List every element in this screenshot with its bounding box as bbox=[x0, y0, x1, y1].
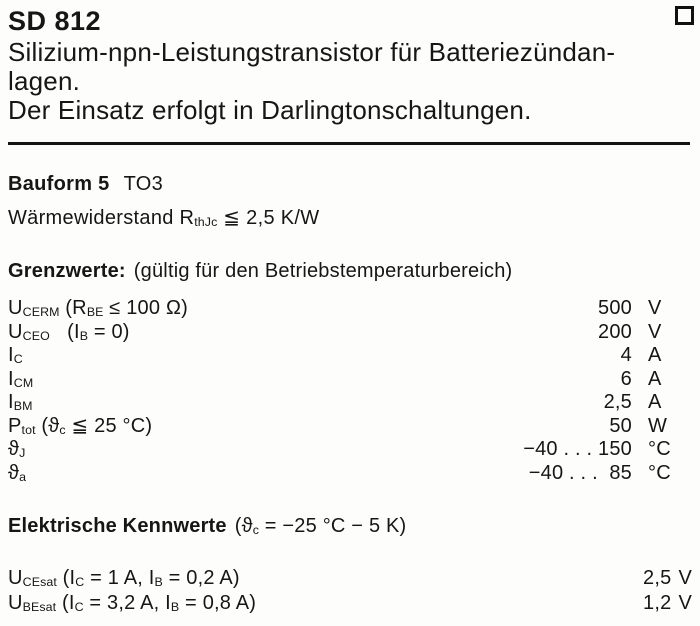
electrical-heading bbox=[8, 515, 694, 538]
spec-unit: V bbox=[678, 591, 692, 614]
spec-value: −40 . . . 150 bbox=[523, 438, 632, 460]
subscript: c bbox=[252, 523, 260, 538]
subscript: CEsat bbox=[22, 575, 57, 590]
subscript: B bbox=[170, 599, 180, 614]
text-segment: I bbox=[8, 344, 14, 366]
spec-value: −40 . . . 85 bbox=[528, 461, 632, 484]
table-row bbox=[8, 297, 694, 321]
text-segment: ϑ bbox=[8, 438, 20, 460]
spec-value: 2,5 bbox=[603, 391, 632, 413]
subscript: BM bbox=[13, 399, 33, 414]
text-segment: = 3,2 A, I bbox=[83, 591, 171, 614]
horizontal-rule bbox=[8, 142, 690, 145]
spec-unit: A bbox=[648, 344, 662, 366]
limits-heading-note: (gültig für den Betriebstemperaturbereich) bbox=[133, 260, 513, 282]
table-row bbox=[8, 591, 694, 616]
text-segment: (ϑ bbox=[234, 515, 253, 537]
spec-value: 6 bbox=[620, 367, 632, 390]
spec-value: 200 bbox=[598, 320, 632, 343]
table-row bbox=[8, 321, 694, 345]
spec-unit: V bbox=[648, 297, 662, 319]
description-line: Silizium-npn-Leistungstransistor für Batteriezündan- bbox=[8, 37, 616, 67]
spec-value: 2,5 bbox=[643, 567, 672, 589]
spec-symbol bbox=[8, 462, 502, 486]
subscript: c bbox=[59, 422, 66, 437]
subscript: C bbox=[13, 352, 23, 367]
spec-unit: W bbox=[648, 414, 668, 437]
electrical-heading-label: Elektrische Kennwerte bbox=[8, 515, 227, 537]
table-row bbox=[8, 391, 694, 415]
spec-symbol bbox=[8, 344, 502, 368]
subscript: BE bbox=[86, 305, 104, 320]
text-segment: (I bbox=[49, 320, 80, 343]
text-segment: ≦ 25 °C) bbox=[65, 414, 153, 437]
text-segment: P bbox=[8, 414, 22, 437]
package-info bbox=[8, 173, 694, 196]
package-label: Bauform 5 bbox=[8, 173, 110, 195]
text-segment: = 0) bbox=[88, 320, 130, 343]
spec-unit: V bbox=[678, 567, 692, 589]
text-segment: = 0,8 A) bbox=[179, 591, 257, 614]
table-row bbox=[8, 566, 694, 591]
subscript: B bbox=[154, 575, 163, 590]
subscript: C bbox=[74, 599, 84, 614]
limits-heading bbox=[8, 260, 694, 283]
electrical-table bbox=[8, 566, 694, 615]
page-title: SD 812 bbox=[8, 6, 102, 36]
text-segment: (I bbox=[56, 567, 76, 589]
spec-value: 50 bbox=[609, 414, 632, 437]
text-segment: = −25 °C − 5 K) bbox=[259, 515, 407, 537]
spec-unit: A bbox=[648, 367, 662, 390]
table-row bbox=[8, 462, 694, 486]
text-segment: I bbox=[8, 391, 14, 413]
description-line: lagen. bbox=[8, 66, 81, 96]
subscript: CM bbox=[13, 375, 34, 390]
thermal-resistance bbox=[8, 205, 694, 230]
spec-symbol bbox=[8, 368, 502, 392]
spec-symbol bbox=[8, 391, 502, 415]
text-segment: ϑ bbox=[8, 461, 20, 484]
subscript: J bbox=[19, 446, 26, 461]
description bbox=[8, 38, 694, 125]
text-segment: I bbox=[8, 367, 14, 390]
subscript: B bbox=[79, 328, 89, 343]
spec-symbol bbox=[8, 566, 643, 591]
subscript: CEO bbox=[22, 328, 50, 343]
text-segment: U bbox=[8, 320, 23, 343]
spec-unit: °C bbox=[648, 461, 671, 484]
table-row bbox=[8, 415, 694, 439]
electrical-heading-note bbox=[235, 515, 407, 537]
subscript: tot bbox=[21, 422, 36, 437]
spec-symbol bbox=[8, 321, 502, 345]
text-segment: ≤ 100 Ω) bbox=[103, 297, 188, 319]
limits-heading-label: Grenzwerte: bbox=[8, 260, 126, 282]
spec-symbol bbox=[8, 438, 502, 462]
subscript: C bbox=[75, 575, 85, 590]
table-row bbox=[8, 438, 694, 462]
limits-table bbox=[8, 297, 694, 485]
spec-value: 1,2 bbox=[643, 591, 672, 614]
text-segment: = 0,2 A) bbox=[162, 567, 240, 589]
spec-value: 4 bbox=[620, 344, 632, 366]
table-row bbox=[8, 344, 694, 368]
description-line: Der Einsatz erfolgt in Darlingtonschaltungen. bbox=[8, 95, 532, 125]
text-segment: (ϑ bbox=[35, 414, 60, 437]
text-segment: U bbox=[8, 297, 23, 319]
text-segment: (R bbox=[59, 297, 87, 319]
package-value: TO3 bbox=[123, 173, 164, 195]
subscript: CERM bbox=[22, 305, 60, 320]
text-segment: U bbox=[8, 591, 23, 614]
spec-symbol bbox=[8, 591, 643, 616]
spec-symbol bbox=[8, 297, 502, 321]
table-row bbox=[8, 368, 694, 392]
spec-unit: V bbox=[648, 320, 662, 343]
text-segment: U bbox=[8, 567, 23, 589]
text-segment: ≦ 2,5 K/W bbox=[217, 207, 320, 229]
spec-unit: °C bbox=[648, 438, 671, 460]
text-segment: Wärmewiderstand R bbox=[8, 207, 195, 229]
spec-unit: A bbox=[648, 391, 662, 413]
text-segment: (I bbox=[56, 591, 75, 614]
text-segment: = 1 A, I bbox=[84, 567, 155, 589]
subscript: thJc bbox=[194, 215, 218, 230]
spec-value: 500 bbox=[598, 297, 632, 319]
spec-symbol bbox=[8, 415, 502, 439]
square-outline-icon bbox=[675, 6, 694, 25]
subscript: a bbox=[19, 469, 27, 484]
subscript: BEsat bbox=[22, 599, 57, 614]
